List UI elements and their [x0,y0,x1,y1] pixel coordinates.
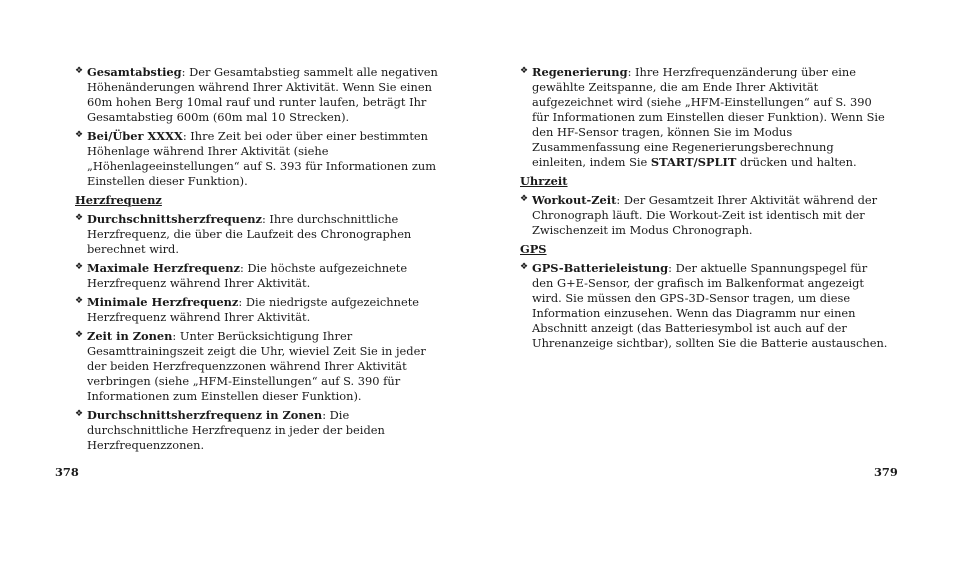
bullet-icon: ❖ [75,262,84,272]
term-label: Regenerierung [532,65,628,79]
list-item-bei-ueber [75,129,445,189]
term-label: Minimale Herzfrequenz [87,295,239,309]
term-label: GPS-Batterieleistung [532,261,669,275]
term-description: : Die höchste aufgezeichnete Herzfrequenz während Ihrer Aktivität. [87,261,408,290]
term-label: Zeit in Zonen [87,329,173,343]
term-description: : Die durchschnittliche Herzfrequenz in jeder der beiden Herzfrequenzzonen. [87,408,385,452]
term-description: : Ihre Zeit bei oder über einer bestimmten Höhenlage während Ihrer Aktivität (siehe „Höhenlageeinstellungen“ auf S. 393 für Informationen zum Einstellen dieser Funktion). [87,129,437,188]
list-item-workout-zeit [520,193,890,238]
bullet-icon: ❖ [520,194,529,204]
term-description: : Ihre durchschnittliche Herzfrequenz, die über die Laufzeit des Chronographen berechnet wird. [87,212,412,256]
list-item-minimale-herzfrequenz [75,295,445,325]
bullet-icon: ❖ [75,330,84,340]
term-description: : Ihre Herzfrequenzänderung über eine gewählte Zeitspanne, die am Ende Ihrer Aktivität aufgezeichnet wird (siehe „HFM-Einstellungen“ auf S. 390 für Informationen zum Einstellen dieser Funktion). Wenn Sie den HF-Sensor tragen, können Sie im Modus Zusammenfassung eine Regenerierungsberechnung einleiten, indem Sie [532,65,885,169]
section-heading-gps: GPS [520,242,547,256]
bullet-icon: ❖ [75,213,84,223]
bullet-icon: ❖ [520,66,529,76]
section-heading-herzfrequenz: Herzfrequenz [75,193,162,207]
term-label: Durchschnittsherzfrequenz [87,212,262,226]
bullet-icon: ❖ [75,66,84,76]
term-label: Maximale Herzfrequenz [87,261,240,275]
button-name-start-split: START/SPLIT [650,155,737,169]
bullet-icon: ❖ [75,409,84,419]
list-item-maximale-herzfrequenz [75,261,445,291]
bullet-icon: ❖ [75,130,84,140]
list-item-durchschnittsherzfrequenz [75,212,445,257]
section-heading-uhrzeit: Uhrzeit [520,174,568,188]
term-description: : Der aktuelle Spannungspegel für den G+E-Sensor, der grafisch im Balkenformat angezeigt wird. Sie müssen den GPS-3D-Sensor tragen, um diese Information einzusehen. Wenn das Diagramm nur einen Abschnitt anzeigt (das Batteriesymbol ist auch auf der Uhrenanzeige sichtbar), sollten Sie die Batterie austauschen. [532,261,888,350]
term-label: Workout-Zeit [532,193,617,207]
list-item-gps-batterieleistung [520,261,890,351]
left-column [75,65,445,457]
right-column [520,65,890,355]
term-label: Gesamtabstieg [87,65,182,79]
term-label: Durchschnittsherzfrequenz in Zonen [87,408,323,422]
term-description: : Der Gesamtzeit Ihrer Aktivität während der Chronograph läuft. Die Workout-Zeit ist identisch mit der Zwischenzeit im Modus Chronograph. [532,193,878,237]
term-description: : Der Gesamtabstieg sammelt alle negativen Höhenänderungen während Ihrer Aktivität. Wenn Sie einen 60m hohen Berg 10mal rauf und runter laufen, beträgt Ihr Gesamtabstieg 600m (60m mal 10 Strecken). [87,65,438,124]
bullet-icon: ❖ [75,296,84,306]
page-number: 379 [874,465,898,479]
term-description: : Die niedrigste aufgezeichnete Herzfrequenz während Ihrer Aktivität. [87,295,420,324]
list-item-regenerierung [520,65,890,170]
term-label: Bei/Über XXXX [87,129,183,143]
right-page [477,0,954,573]
page-number: 378 [55,465,79,479]
list-item-durchschnittsherzfrequenz-in-zonen [75,408,445,453]
list-item-zeit-in-zonen [75,329,445,404]
term-description: : Unter Berücksichtigung Ihrer Gesamttrainingszeit zeigt die Uhr, wieviel Zeit Sie in jeder der beiden Herzfrequenzzonen während Ihrer Aktivität verbringen (siehe „HFM-Einstellungen“ auf S. 390 für Informationen zum Einstellen dieser Funktion). [87,329,426,403]
list-item-gesamtabstieg [75,65,445,125]
bullet-icon: ❖ [520,262,529,272]
term-description-end: drücken und halten. [736,155,857,169]
